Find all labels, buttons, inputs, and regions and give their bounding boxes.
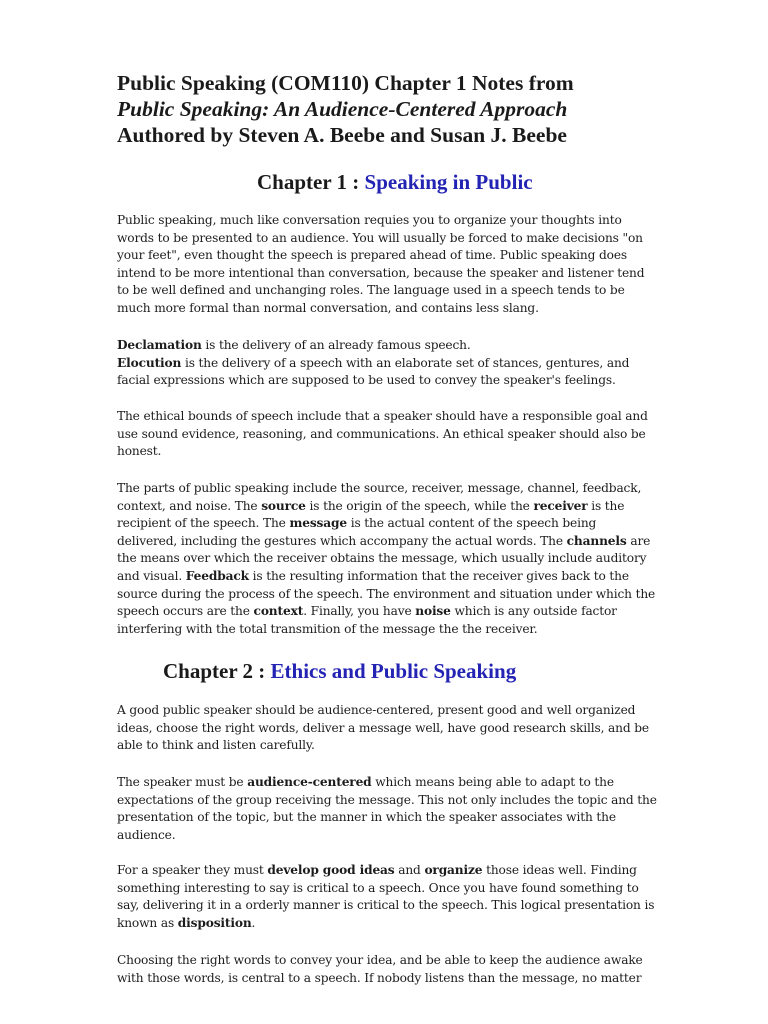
term-organize: organize <box>424 863 483 877</box>
words-paragraph <box>117 952 657 987</box>
ideas-paragraph <box>117 862 657 932</box>
chapter-2-intro <box>117 702 657 755</box>
ethics-paragraph <box>117 408 657 461</box>
paragraph: The ethical bounds of speech include that a speaker should have a responsible goal and use sound evidence, reasoning, and communications. An ethical speaker should also be honest. <box>117 409 648 459</box>
document-title <box>117 70 737 148</box>
paragraph: Declamation is the delivery of an already famous speech. <box>117 338 471 352</box>
title-line-3: Authored by Steven A. Beebe and Susan J. Beebe <box>117 123 567 147</box>
chapter-2-title: Ethics and Public Speaking <box>270 659 517 683</box>
paragraph: The speaker must be audience-centered which means being able to adapt to the expectations of the group receiving the message. This not only includes the topic and the presentation of the topic, but the manner in which the speaker associates with the audience. <box>117 775 657 842</box>
term-source: source <box>261 498 306 513</box>
parts-paragraph <box>117 480 657 638</box>
term-channels: channels <box>566 533 627 548</box>
chapter-1-title: Speaking in Public <box>364 170 533 194</box>
paragraph: The parts of public speaking include the source, receiver, message, channel, feedback, context, and noise. The source is the origin of the speech, while the receiver is the recipient of the speech. The message is the actual content of the speech being delivered, including the gestures which accompany the actual words. The channels are the means over which the receiver obtains the message, which usually include auditory and visual. Feedback is the resulting information that the receiver gives back to the source during the process of the speech. The environment and situation under which the speech occurs are the context. Finally, you have noise which is any outside factor interfering with the total transmition of the message the the receiver. <box>117 481 656 636</box>
definitions-paragraph <box>117 337 657 390</box>
title-line-1: Public Speaking (COM110) Chapter 1 Notes from <box>117 71 574 95</box>
term-feedback: Feedback <box>185 568 249 583</box>
paragraph: Choosing the right words to convey your idea, and be able to keep the audience awake with those words, is central to a speech. If nobody listens than the message, no matter <box>117 953 643 985</box>
chapter-1-label: Chapter 1 : <box>257 170 365 194</box>
term-message: message <box>289 516 347 531</box>
paragraph: A good public speaker should be audience-centered, present good and well organized ideas, choose the right words, deliver a message well, have good research skills, and be able to think and listen carefully. <box>117 703 649 753</box>
chapter-2-label: Chapter 2 : <box>163 659 271 683</box>
term-disposition: disposition <box>177 915 252 930</box>
term-noise: noise <box>415 604 451 619</box>
audience-paragraph <box>117 774 657 844</box>
title-line-2: Public Speaking: An Audience-Centered Approach <box>117 97 568 121</box>
chapter-2-heading <box>163 659 516 684</box>
term-receiver: receiver <box>533 498 588 513</box>
chapter-1-intro <box>117 212 657 318</box>
term-declamation: Declamation <box>117 338 202 352</box>
paragraph: Elocution is the delivery of a speech with an elaborate set of stances, gentures, and facial expressions which are supposed to be used to convey the speaker's feelings. <box>117 355 630 388</box>
term-elocution: Elocution <box>117 355 182 370</box>
term-develop-good-ideas: develop good ideas <box>267 863 395 877</box>
term-context: context <box>253 604 304 619</box>
term-audience-centered: audience-centered <box>247 775 372 789</box>
paragraph: Public speaking, much like conversation requies you to organize your thoughts into words to be presented to an audience. You will usually be forced to make decisions "on your feet", even thought the speech is prepared ahead of time. Public speaking does intend to be more intentional than conversation, because the speaker and listener tend to be well defined and unchanging roles. The language used in a speech tends to be much more formal than normal conversation, and contains less slang. <box>117 213 645 315</box>
chapter-1-heading <box>257 170 533 195</box>
paragraph: For a speaker they must develop good ideas and organize those ideas well. Finding something interesting to say is critical to a speech. Once you have found something to say, delivering it in a orderly manner is critical to the speech. This logical presentation is known as disposition. <box>117 863 655 930</box>
